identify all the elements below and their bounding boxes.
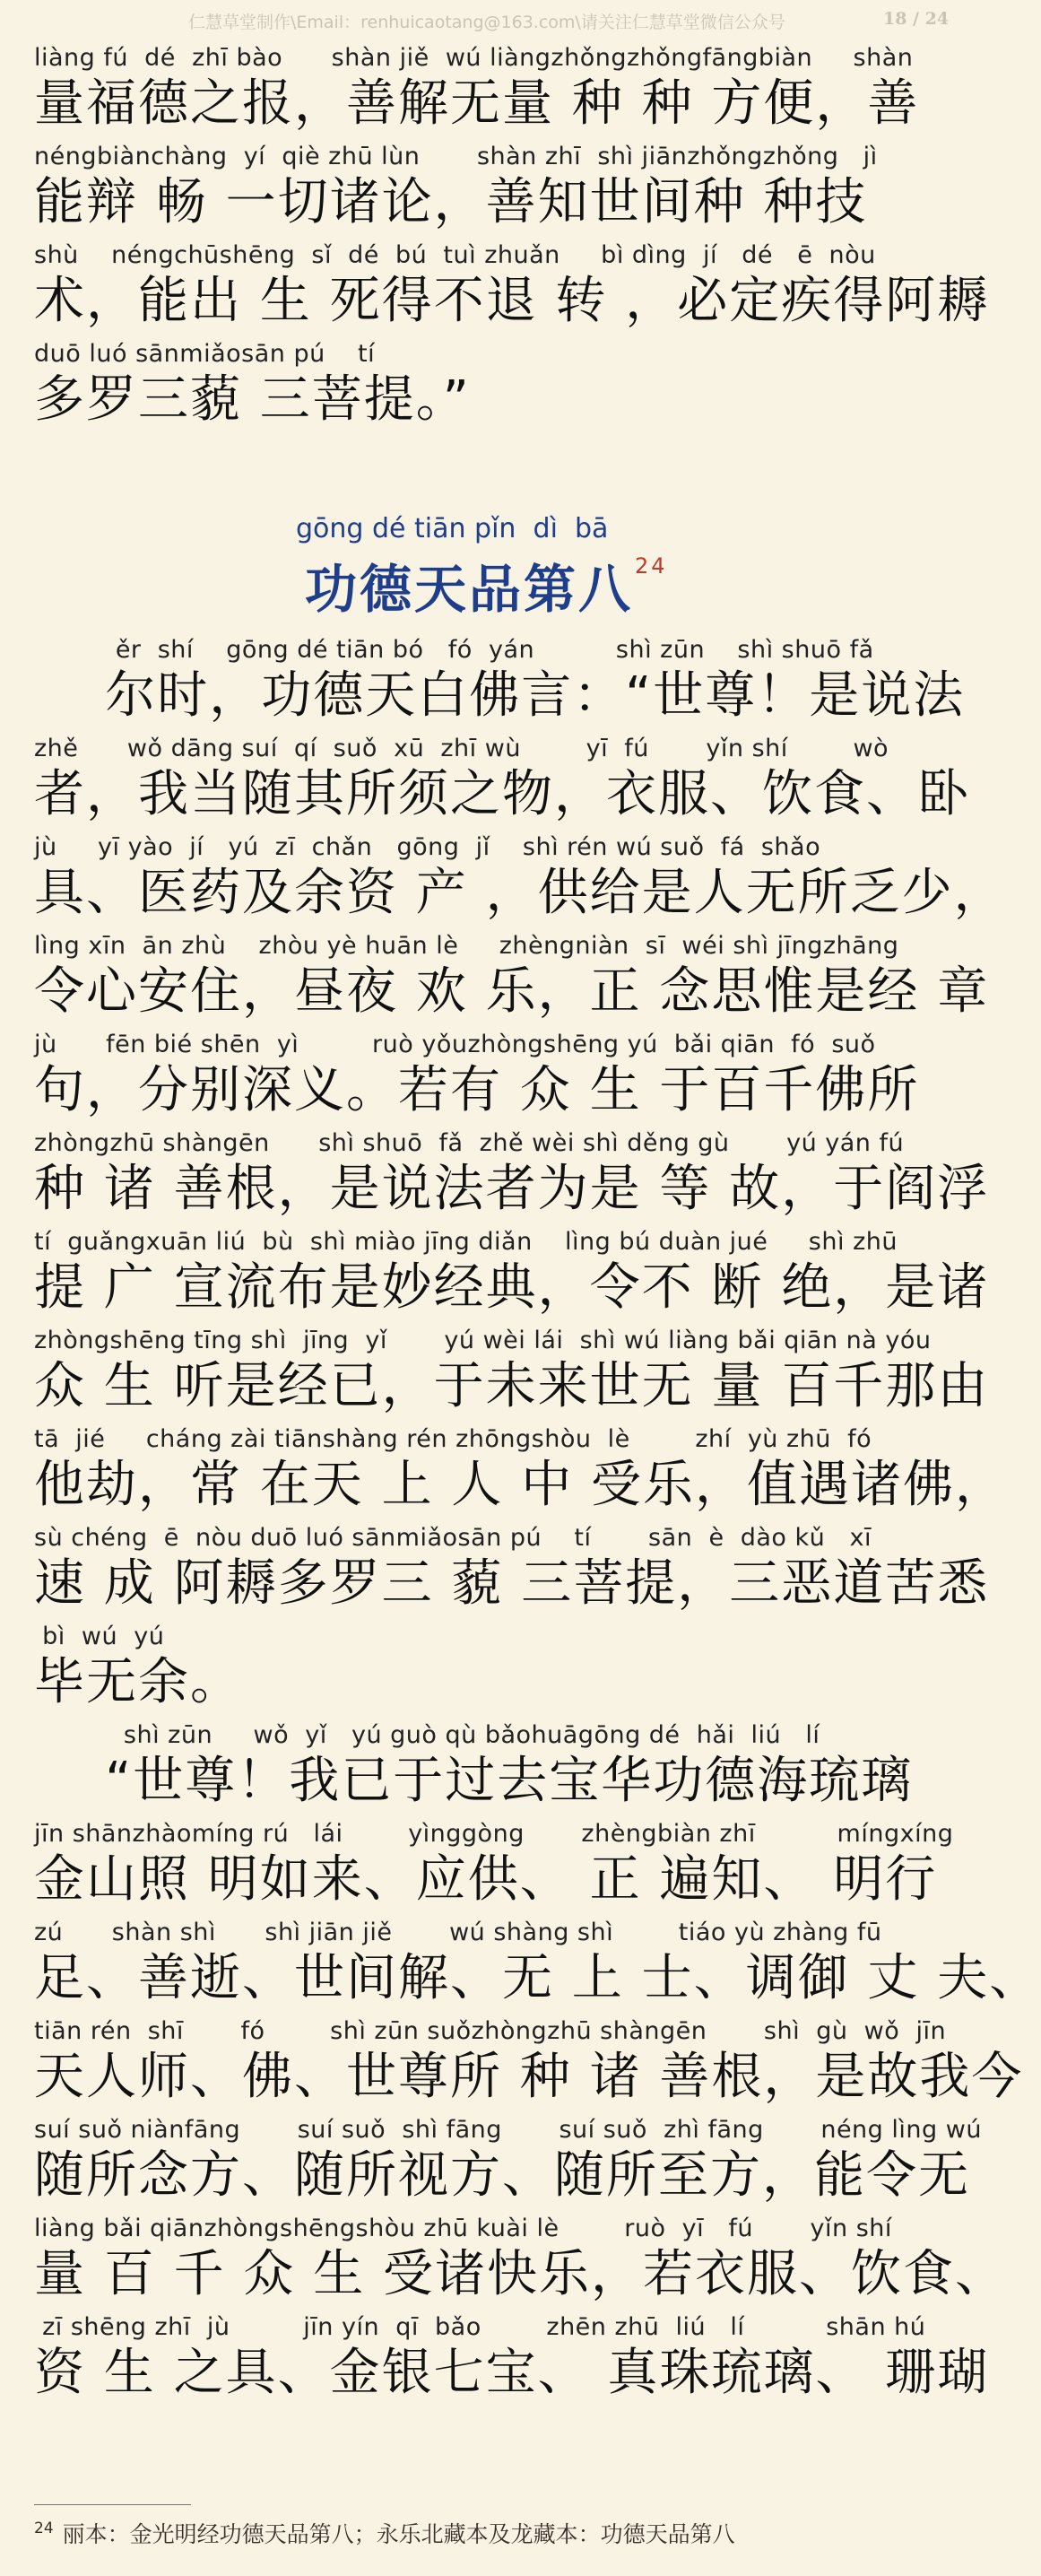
text-block-2 xyxy=(34,636,1041,2413)
pinyin-line: zhě wǒ dāng suí qí suǒ xū zhī wù yī fú yǐn shí wò xyxy=(34,735,889,762)
chapter-title xyxy=(305,547,681,622)
pinyin-line: zú shàn shì shì jiān jiě wú shàng shì tiáo yù zhàng fū xyxy=(34,1919,882,1946)
pinyin-line: jù yī yào jí yú zī chǎn gōng jǐ shì rén wú suǒ fá shǎo xyxy=(34,833,821,861)
text-line: 天人师、佛、世尊所 种 诸 善根，是故我今 xyxy=(34,2048,1024,2106)
footnote-divider xyxy=(34,2504,191,2505)
pinyin-line: liàng fú dé zhī bào shàn jiě wú liàngzhǒngzhǒngfāngbiàn shàn xyxy=(34,44,914,72)
text-line: 句，分别深义。若有 众 生 于百千佛所 xyxy=(34,1061,920,1119)
text-line: 者，我当随其所须之物，衣服、饮食、卧 xyxy=(34,765,970,823)
pinyin-line: tiān rén shī fó shì zūn suǒzhòngzhū shàngēn shì gù wǒ jīn xyxy=(34,2017,947,2045)
text-line: 金山照 明如来、应供、 正 遍知、 明行 xyxy=(34,1850,938,1909)
pinyin-line: suí suǒ niànfāng suí suǒ shì fāng suí suǒ zhì fāng néng lìng wú xyxy=(34,2116,982,2144)
pinyin-line: liàng bǎi qiānzhòngshēngshòu zhū kuài lè ruò yī fú yǐn shí xyxy=(34,2215,892,2242)
page-header xyxy=(0,7,968,34)
pinyin-line: zhòngzhū shàngēn shì shuō fǎ zhě wèi shì děng gù yú yán fú xyxy=(34,1129,905,1157)
text-line: 他劫，常 在天 上 人 中 受乐，值遇诸佛， xyxy=(34,1456,1008,1514)
pinyin-line: tí guǎngxuān liú bù shì miào jīng diǎn lìng bú duàn jué shì zhū xyxy=(34,1228,898,1256)
header-source-text: 仁慧草堂制作\Email：renhuicaotang@163.com\请关注仁慧草堂微信公众号 xyxy=(188,13,785,32)
text-line: 多罗三藐 三菩提。” xyxy=(34,370,471,429)
text-line: 量 百 千 众 生 受诸快乐，若衣服、饮食、 xyxy=(34,2245,1008,2303)
pinyin-line: lìng xīn ān zhù zhòu yè huān lè zhèngniàn sī wéi shì jīngzhāng xyxy=(34,932,899,960)
pinyin-line: shù néngchūshēng sǐ dé bú tuì zhuǎn bì dìng jí dé ē nòu xyxy=(34,241,876,269)
chapter-title-text: 功德天品第八 xyxy=(305,559,634,620)
text-line: 术，能出 生 死得不退 转 ，必定疾得阿耨 xyxy=(34,272,990,330)
text-line: 能辩 畅 一切诸论，善知世间种 种技 xyxy=(34,173,868,231)
text-line: 具、医药及余资 产 ，供给是人无所乏少， xyxy=(34,864,1006,922)
pinyin-line: zhòngshēng tīng shì jīng yǐ yú wèi lái shì wú liàng bǎi qiān nà yóu xyxy=(34,1327,932,1354)
text-line: “世尊！我已于过去宝华功德海琉璃 xyxy=(34,1752,914,1810)
pinyin-line: néngbiànchàng yí qiè zhū lùn shàn zhī shì jiānzhǒngzhǒng jì xyxy=(34,143,878,170)
pinyin-line: jīn shānzhàomíng rú lái yìnggòng zhèngbiàn zhī míngxíng xyxy=(34,1820,954,1848)
page-indicator: 18 / 24 xyxy=(883,9,950,29)
pinyin-line: sù chéng ē nòu duō luó sānmiǎosān pú tí sān è dào kǔ xī xyxy=(34,1524,872,1552)
text-line: 速 成 阿耨多罗三 藐 三菩提，三恶道苦悉 xyxy=(34,1554,990,1613)
text-block-1 xyxy=(34,44,990,439)
pinyin-line: zī shēng zhī jù jīn yín qī bǎo zhēn zhū liú lí shān hú xyxy=(34,2313,926,2341)
text-line: 资 生 之具、金银七宝、 真珠琉璃、 珊瑚 xyxy=(34,2344,990,2402)
footnote-mark[interactable]: 24 xyxy=(635,553,668,579)
text-line: 量福德之报，善解无量 种 种 方便，善 xyxy=(34,74,920,133)
text-line: 尔时，功德天白佛言：“世尊！是说法 xyxy=(34,666,966,725)
chapter-title-pinyin: gōng dé tiān pǐn dì bā xyxy=(296,513,609,544)
text-line: 令心安住，昼夜 欢 乐，正 念思惟是经 章 xyxy=(34,962,990,1021)
text-line: 毕无余。 xyxy=(34,1653,242,1711)
pinyin-line: duō luó sānmiǎosān pú tí xyxy=(34,340,376,368)
pinyin-line: bì wú yú xyxy=(34,1623,165,1650)
footnote xyxy=(34,2517,931,2549)
pinyin-line: jù fēn bié shēn yì ruò yǒuzhòngshēng yú bǎi qiān fó suǒ xyxy=(34,1031,876,1058)
pinyin-line: ěr shí gōng dé tiān bó fó yán shì zūn shì shuō fǎ xyxy=(34,636,874,664)
text-line: 随所念方、随所视方、随所至方，能令无 xyxy=(34,2146,970,2205)
text-line: 众 生 听是经已，于未来世无 量 百千那由 xyxy=(34,1357,990,1415)
footnote-text: 丽本：金光明经功德天品第八；永乐北藏本及龙藏本：功德天品第八 xyxy=(62,2521,735,2547)
pinyin-line: shì zūn wǒ yǐ yú guò qù bǎohuāgōng dé hǎi liú lí xyxy=(34,1721,820,1749)
pinyin-line: tā jié cháng zài tiānshàng rén zhōngshòu lè zhí yù zhū fó xyxy=(34,1425,872,1453)
text-line: 足、善逝、世间解、无 上 士、调御 丈 夫、 xyxy=(34,1949,1041,2007)
footnote-number: 24 xyxy=(34,2519,54,2537)
text-line: 提 广 宣流布是妙经典，令不 断 绝，是诸 xyxy=(34,1258,990,1317)
text-line: 种 诸 善根，是说法者为是 等 故，于阎浮 xyxy=(34,1160,990,1218)
